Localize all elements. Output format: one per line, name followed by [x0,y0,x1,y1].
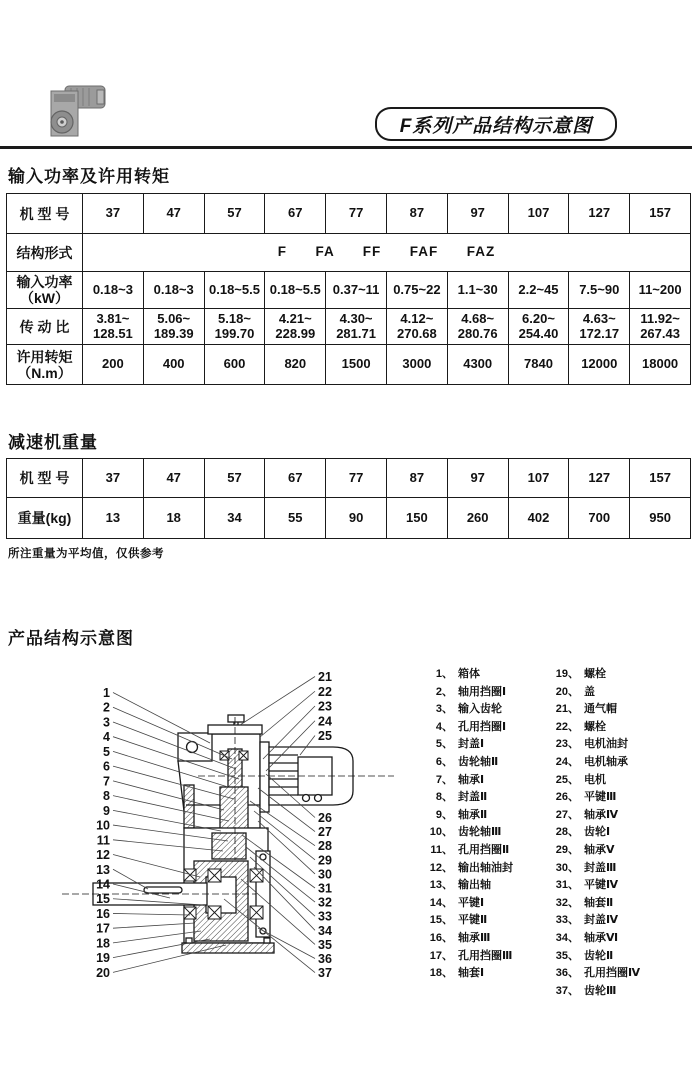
data-cell: 3.81~ 128.51 [83,309,144,345]
part-name: 齿轮轴Ⅲ [458,826,502,839]
bearing-symbol [250,906,263,919]
part-name: 封盖Ⅳ [584,914,619,927]
part-number: 27、 [555,808,579,821]
part-number: 8、 [435,791,453,804]
callout-number: 31 [318,881,332,896]
data-cell: 0.18~3 [143,272,204,309]
part-name: 电机 [584,773,606,786]
data-cell: 4.30~ 281.71 [326,309,387,345]
data-cell: 0.18~5.5 [265,272,326,309]
data-cell: 97 [447,194,508,234]
callout-number: 37 [318,966,332,981]
part-name: 输出轴油封 [458,861,513,874]
part-number: 2、 [435,685,453,698]
callout-number: 32 [318,895,332,910]
part-name: 电机轴承 [584,755,628,768]
parts-list-item [427,666,513,684]
data-cell: 4300 [447,345,508,385]
callout-number: 3 [103,715,110,730]
parts-list-item [553,789,640,807]
part-number: 37、 [555,984,579,997]
bearing-symbol [184,869,196,881]
series-title-box [375,107,617,141]
data-cell: 57 [204,194,265,234]
row-label: 输入功率 （kW） [7,272,83,309]
parts-list-item [553,860,640,878]
callout-number: 28 [318,839,332,854]
parts-list-item [553,983,640,1001]
weight-table [6,458,691,539]
part-name: 盖 [584,685,595,698]
part-name: 平键Ⅱ [458,914,488,927]
callout-number: 20 [96,965,110,980]
bearing-symbol [208,869,221,882]
data-cell: 67 [265,459,326,498]
data-cell: 402 [508,498,569,539]
leader-line [113,945,226,972]
bearing-symbol [184,907,196,919]
table-row [7,345,691,385]
part-number: 9、 [435,808,453,821]
data-cell: 0.18~5.5 [204,272,265,309]
parts-list-item [553,666,640,684]
part-number: 12、 [429,861,453,874]
data-cell: 77 [326,459,387,498]
data-cell: 7840 [508,345,569,385]
callout-number: 5 [103,744,110,759]
callout-number: 6 [103,759,110,774]
table-row [7,234,691,272]
parts-list-item [553,736,640,754]
part-name: 通气帽 [584,703,617,716]
part-number: 14、 [429,896,453,909]
callout-number: 16 [96,906,110,921]
callout-number: 17 [96,921,110,936]
data-cell: 11.92~ 267.43 [630,309,691,345]
part-number: 6、 [435,755,453,768]
data-cell: 18 [143,498,204,539]
part-name: 封盖Ⅰ [458,738,485,751]
callout-number: 26 [318,811,332,825]
parts-list-item [553,719,640,737]
row-label: 机 型 号 [7,459,83,498]
callout-number: 4 [103,730,110,745]
parts-list-left-column [427,666,513,983]
leader-line [113,913,190,915]
gear-1 [220,787,248,831]
callout-number: 22 [318,684,332,699]
data-cell: 127 [569,459,630,498]
power-torque-table [6,193,691,385]
parts-list-item [427,736,513,754]
part-name: 齿轮Ⅱ [584,949,614,962]
part-name: 平键Ⅰ [458,896,485,909]
part-name: 平键Ⅲ [584,791,617,804]
part-number: 35、 [555,949,579,962]
parts-list-item [427,719,513,737]
part-name: 轴套Ⅱ [584,896,614,909]
data-cell: 3000 [386,345,447,385]
part-number: 13、 [429,879,453,892]
data-cell: 1500 [326,345,387,385]
part-name: 轴套Ⅰ [458,967,485,980]
data-cell: 4.12~ 270.68 [386,309,447,345]
data-cell: 107 [508,459,569,498]
parts-list-item [553,701,640,719]
data-cell: 700 [569,498,630,539]
callout-number: 23 [318,699,332,714]
data-cell: 150 [386,498,447,539]
part-name: 轴承Ⅳ [584,808,619,821]
row-label: 传 动 比 [7,309,83,345]
data-cell: 57 [204,459,265,498]
gear-2 [212,833,246,859]
parts-list-item [427,772,513,790]
parts-list-item [553,807,640,825]
part-name: 输出轴 [458,879,491,892]
data-cell: 87 [386,194,447,234]
data-cell: 34 [204,498,265,539]
part-number: 15、 [429,914,453,927]
data-cell: 4.63~ 172.17 [569,309,630,345]
data-cell: 7.5~90 [569,272,630,309]
data-cell: 820 [265,345,326,385]
part-number: 21、 [555,703,579,716]
data-cell: 4.68~ 280.76 [447,309,508,345]
parts-list-item [427,684,513,702]
part-name: 齿轮Ⅰ [584,826,611,839]
callout-number: 24 [318,714,332,729]
data-cell: 37 [83,194,144,234]
part-name: 封盖Ⅱ [458,791,488,804]
parts-list-item [427,701,513,719]
part-name: 平键Ⅳ [584,879,619,892]
data-cell: 400 [143,345,204,385]
callout-number: 36 [318,952,332,966]
parts-list-item [553,895,640,913]
parts-list-item [553,965,640,983]
part-number: 11、 [430,843,453,856]
wall-section [184,785,194,828]
part-name: 孔用挡圈Ⅰ [458,720,507,733]
part-number: 1、 [435,668,453,680]
parts-list-item [427,912,513,930]
callout-number: 8 [103,789,110,804]
data-cell: 13 [83,498,144,539]
leader-line [113,923,195,928]
callout-number: 19 [96,951,110,966]
part-number: 22、 [555,720,579,733]
product-photo [45,82,107,138]
data-cell: 77 [326,194,387,234]
callout-number: 1 [103,686,110,700]
bottom-cover [182,943,274,953]
parts-list-item [427,895,513,913]
part-name: 螺栓 [584,668,606,680]
section-heading-structure-diagram: 产品结构示意图 [8,629,134,648]
table-row [7,459,691,498]
callout-number: 25 [318,729,332,743]
data-cell: 55 [265,498,326,539]
section-heading-input-power: 输入功率及许用转矩 [8,167,170,186]
callout-number: 2 [103,700,110,715]
vent-cap [228,715,244,722]
data-cell: 127 [569,194,630,234]
parts-list-right-column [553,666,640,1000]
part-name: 齿轮Ⅲ [584,984,617,997]
parts-list-item [427,930,513,948]
weight-note: 所注重量为平均值，仅供参考 [8,548,164,560]
data-cell: 90 [326,498,387,539]
part-name: 轴承Ⅱ [458,808,488,821]
part-number: 36、 [555,967,579,980]
part-name: 螺栓 [584,720,606,733]
part-name: 封盖Ⅲ [584,861,617,874]
data-cell: 6.20~ 254.40 [508,309,569,345]
parts-list-item [427,824,513,842]
part-number: 23、 [555,738,579,751]
part-number: 10、 [429,826,453,839]
part-name: 孔用挡圈Ⅱ [458,843,510,856]
table-row [7,272,691,309]
callout-number: 27 [318,825,332,840]
callout-number: 7 [103,774,110,789]
header-divider [0,146,692,149]
data-cell: 5.18~ 199.70 [204,309,265,345]
callout-number: 13 [96,862,110,877]
callout-number: 14 [96,877,110,892]
part-name: 输入齿轮 [458,703,502,716]
part-number: 33、 [555,914,579,927]
parts-list-item [553,772,640,790]
parts-list-item [427,754,513,772]
parts-list-item [553,930,640,948]
bearing-symbol [250,869,263,882]
part-number: 32、 [555,896,579,909]
table-row [7,194,691,234]
part-number: 7、 [435,773,453,786]
part-number: 34、 [555,931,579,944]
callout-number: 33 [318,909,332,924]
parts-list-item [427,877,513,895]
data-cell: 47 [143,459,204,498]
part-number: 5、 [435,738,453,751]
data-cell: 157 [630,194,691,234]
data-cell: 0.75~22 [386,272,447,309]
data-cell: 67 [265,194,326,234]
parts-list-item [427,860,513,878]
part-number: 3、 [435,703,453,716]
part-name: 轴承Ⅰ [458,773,485,786]
data-cell: 18000 [630,345,691,385]
data-cell: 47 [143,194,204,234]
parts-list-item [553,912,640,930]
data-cell: 0.37~11 [326,272,387,309]
data-cell: 87 [386,459,447,498]
table-row [7,309,691,345]
data-cell: 260 [447,498,508,539]
section-heading-weight: 减速机重量 [8,433,98,452]
series-title-text: F系列产品结构示意图 [399,115,593,137]
bearing-symbol [239,751,248,760]
part-name: 箱体 [458,668,480,680]
part-number: 16、 [429,931,453,944]
part-name: 齿轮轴Ⅱ [458,755,499,768]
parts-list-item [553,877,640,895]
data-cell: 107 [508,194,569,234]
part-name: 孔用挡圈Ⅳ [584,967,641,980]
parts-list-item [553,754,640,772]
part-number: 29、 [555,843,579,856]
part-number: 24、 [555,755,579,768]
leader-line [113,693,210,744]
part-name: 轴用挡圈Ⅰ [458,685,507,698]
data-cell: 950 [630,498,691,539]
data-cell: 2.2~45 [508,272,569,309]
row-label: 许用转矩 （N.m） [7,345,83,385]
part-number: 20、 [555,685,579,698]
part-name: 轴承Ⅴ [584,843,615,856]
motor-flange [260,742,269,812]
callout-number: 10 [96,818,110,833]
parts-list-item [427,842,513,860]
bearing-symbol [208,906,221,919]
row-label: 重量(kg) [7,498,83,539]
parts-list-item [553,948,640,966]
merged-cell: F FA FF FAF FAZ [83,234,691,272]
data-cell: 0.18~3 [83,272,144,309]
part-number: 30、 [555,861,579,874]
table-row [7,498,691,539]
data-cell: 200 [83,345,144,385]
parts-list-item [427,789,513,807]
part-number: 19、 [555,668,579,680]
callout-number: 9 [103,803,110,818]
data-cell: 600 [204,345,265,385]
data-cell: 4.21~ 228.99 [265,309,326,345]
callout-number: 11 [96,833,110,848]
row-label: 结构形式 [7,234,83,272]
parts-list-item [427,965,513,983]
part-name: 轴承Ⅵ [584,931,619,944]
parts-list-item [553,684,640,702]
parts-list-item [427,807,513,825]
part-name: 电机油封 [584,738,628,751]
part-number: 4、 [435,720,453,733]
data-cell: 97 [447,459,508,498]
callout-number: 21 [318,670,332,684]
callout-number: 18 [96,936,110,951]
callout-number: 34 [318,923,332,938]
data-cell: 157 [630,459,691,498]
parts-list-item [553,842,640,860]
data-cell: 1.1~30 [447,272,508,309]
callout-number: 29 [318,853,332,868]
row-label: 机 型 号 [7,194,83,234]
parts-list-item [427,948,513,966]
callout-number: 30 [318,867,332,882]
parts-list-item [553,824,640,842]
part-number: 31、 [555,879,579,892]
part-number: 26、 [555,791,579,804]
data-cell: 12000 [569,345,630,385]
part-name: 孔用挡圈Ⅲ [458,949,513,962]
structure-diagram [60,655,405,1005]
part-number: 18、 [429,967,453,980]
callout-number: 35 [318,937,332,952]
data-cell: 5.06~ 189.39 [143,309,204,345]
callout-number: 12 [96,848,110,863]
callout-number: 15 [96,892,110,907]
part-number: 17、 [429,949,453,962]
output-key [144,887,182,893]
part-number: 28、 [555,826,579,839]
data-cell: 11~200 [630,272,691,309]
data-cell: 37 [83,459,144,498]
part-number: 25、 [555,773,579,786]
part-name: 轴承Ⅲ [458,931,491,944]
